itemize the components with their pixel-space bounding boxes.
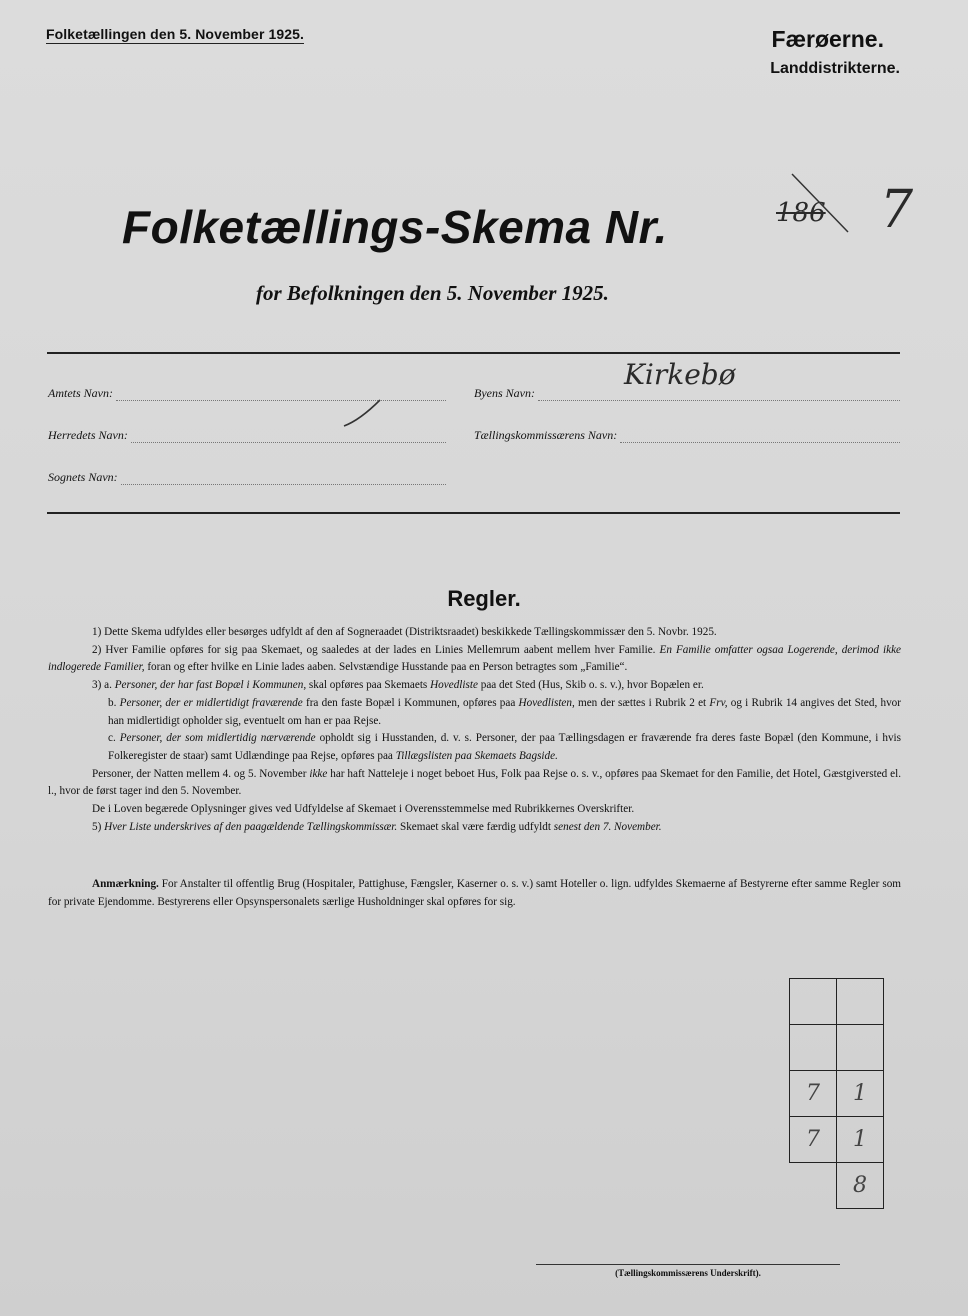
- herred-value[interactable]: [131, 432, 446, 443]
- tally-cell[interactable]: 7: [790, 1071, 837, 1117]
- amt-field[interactable]: [48, 386, 446, 401]
- rule-6: 5) Hver Liste underskrives af den paagældende Tællingskommissær. Skemaet skal være færdig udfyldt senest den 7. November.: [92, 820, 662, 833]
- rule-5: De i Loven begærede Oplysninger gives ved Udfyldelse af Skemaet i Overensstemmelse med Rubrikkernes Overskrifter.: [92, 803, 635, 816]
- check-mark: [340, 398, 384, 432]
- tally-row: [790, 1163, 884, 1209]
- form-subtitle: for Befolkningen den 5. November 1925.: [256, 281, 609, 305]
- by-label: Byens Navn:: [474, 386, 535, 400]
- rule-3a: 3) a. Personer, der har fast Bopæl i Kommunen, skal opføres paa Skemaets Hovedliste paa det Sted (Hus, Skib o. s. v.), hvor Bopælen er.: [92, 679, 704, 692]
- tally-cell[interactable]: [837, 1025, 884, 1071]
- herred-label: Herredets Navn:: [48, 428, 128, 442]
- tally-row: [790, 1117, 884, 1163]
- region-subtitle: Landdistrikterne.: [770, 60, 900, 77]
- sogn-label: Sognets Navn:: [48, 470, 118, 484]
- amt-value[interactable]: [116, 390, 446, 401]
- rule-4: Personer, der Natten mellem 4. og 5. November ikke har haft Natteleje i noget beboet Hus, Folk paa Rejse o. s. v., opføres paa Skemaet for den Familie, det Hotel, Gæstgiversted el. l., hvor de først tager ind den 5. November.: [48, 767, 901, 798]
- rule-3b: b. Personer, der er midlertidigt fraværende fra den faste Bopæl i Kommunen, opføres paa Hovedlisten, men der sættes i Rubrik 2 et Frv, og i Rubrik 14 angives det Sted, hvor han midlertidigt opholder sig, eventuelt om han er paa Rejse.: [108, 696, 901, 727]
- tally-row: [790, 1025, 884, 1071]
- rules-heading: Regler.: [447, 586, 521, 611]
- note-paragraph: [48, 876, 901, 911]
- signature-line[interactable]: [536, 1264, 840, 1265]
- kommissaer-value[interactable]: [620, 432, 900, 443]
- tally-grid: [789, 978, 884, 1209]
- note-label: Anmærkning.: [92, 878, 159, 890]
- kommissaer-field[interactable]: [474, 428, 900, 443]
- rules-body: [48, 624, 901, 836]
- by-dots: [538, 390, 900, 401]
- rule-2: 2) Hver Familie opføres for sig paa Skemaet, og saaledes at der lades en Linies Mellemrum aabent mellem hver Familie. En Familie omfatter ogsaa Logerende, derimod ikke indlogerede Familier, foran og efter hvilke en Linie lades aaben. Selvstændige Husstande paa en Person betragtes som „Familie“.: [48, 643, 902, 674]
- census-date-header: Folketællingen den 5. November 1925.: [46, 26, 305, 42]
- rule-3c: c. Personer, der som midlertidig nærværende opholdt sig i Husstanden, d. v. s. Personer, der paa Tællingsdagen er fraværende fra deres faste Bopæl (den Kommune, i hvis Folkeregister de staar) samt Udlændinge paa Rejse, opføres paa Tillægslisten paa Skemaets Bagside.: [108, 732, 902, 762]
- signature-label: (Tællingskommissærens Underskrift).: [615, 1268, 761, 1278]
- tally-cell[interactable]: 7: [790, 1117, 837, 1163]
- tally-row: [790, 1071, 884, 1117]
- sogn-field[interactable]: [48, 470, 446, 485]
- kommissaer-label: Tællingskommissærens Navn:: [474, 428, 618, 442]
- tally-cell[interactable]: 1: [837, 1117, 884, 1163]
- tally-cell[interactable]: [790, 1025, 837, 1071]
- tally-cell-empty: [790, 1163, 837, 1209]
- region-title: Færøerne.: [771, 26, 884, 52]
- sogn-value[interactable]: [121, 474, 446, 485]
- amt-label: Amtets Navn:: [48, 386, 113, 400]
- form-title: Folketællings-Skema Nr.: [122, 201, 668, 253]
- top-divider: [47, 352, 900, 354]
- herred-field[interactable]: [48, 428, 446, 443]
- form-number-crossed: 186: [776, 198, 826, 228]
- rule-1: 1) Dette Skema udfyldes eller besørges udfyldt af den af Sogneraadet (Distriktsraadet) beskikkede Tællingskommissær den 5. Novbr. 1925.: [92, 626, 717, 638]
- tally-cell[interactable]: [837, 979, 884, 1025]
- form-number: 7: [880, 180, 914, 240]
- tally-cell[interactable]: [790, 979, 837, 1025]
- bottom-divider: [47, 512, 900, 514]
- tally-row: [790, 979, 884, 1025]
- by-value[interactable]: Kirkebø: [624, 358, 736, 391]
- note-text: For Anstalter til offentlig Brug (Hospitaler, Pattighuse, Fængsler, Kaserner o. s. v.) samt Hoteller o. lign. udfyldes Skemaerne af Bestyrerne efter samme Regler som for private Ejendomme. Bestyrerens eller Opsynspersonalets særlige Husholdninger skal opføres for sig.: [48, 878, 901, 908]
- tally-cell[interactable]: 1: [837, 1071, 884, 1117]
- tally-cell[interactable]: 8: [837, 1163, 884, 1209]
- strike-mark: [786, 170, 856, 240]
